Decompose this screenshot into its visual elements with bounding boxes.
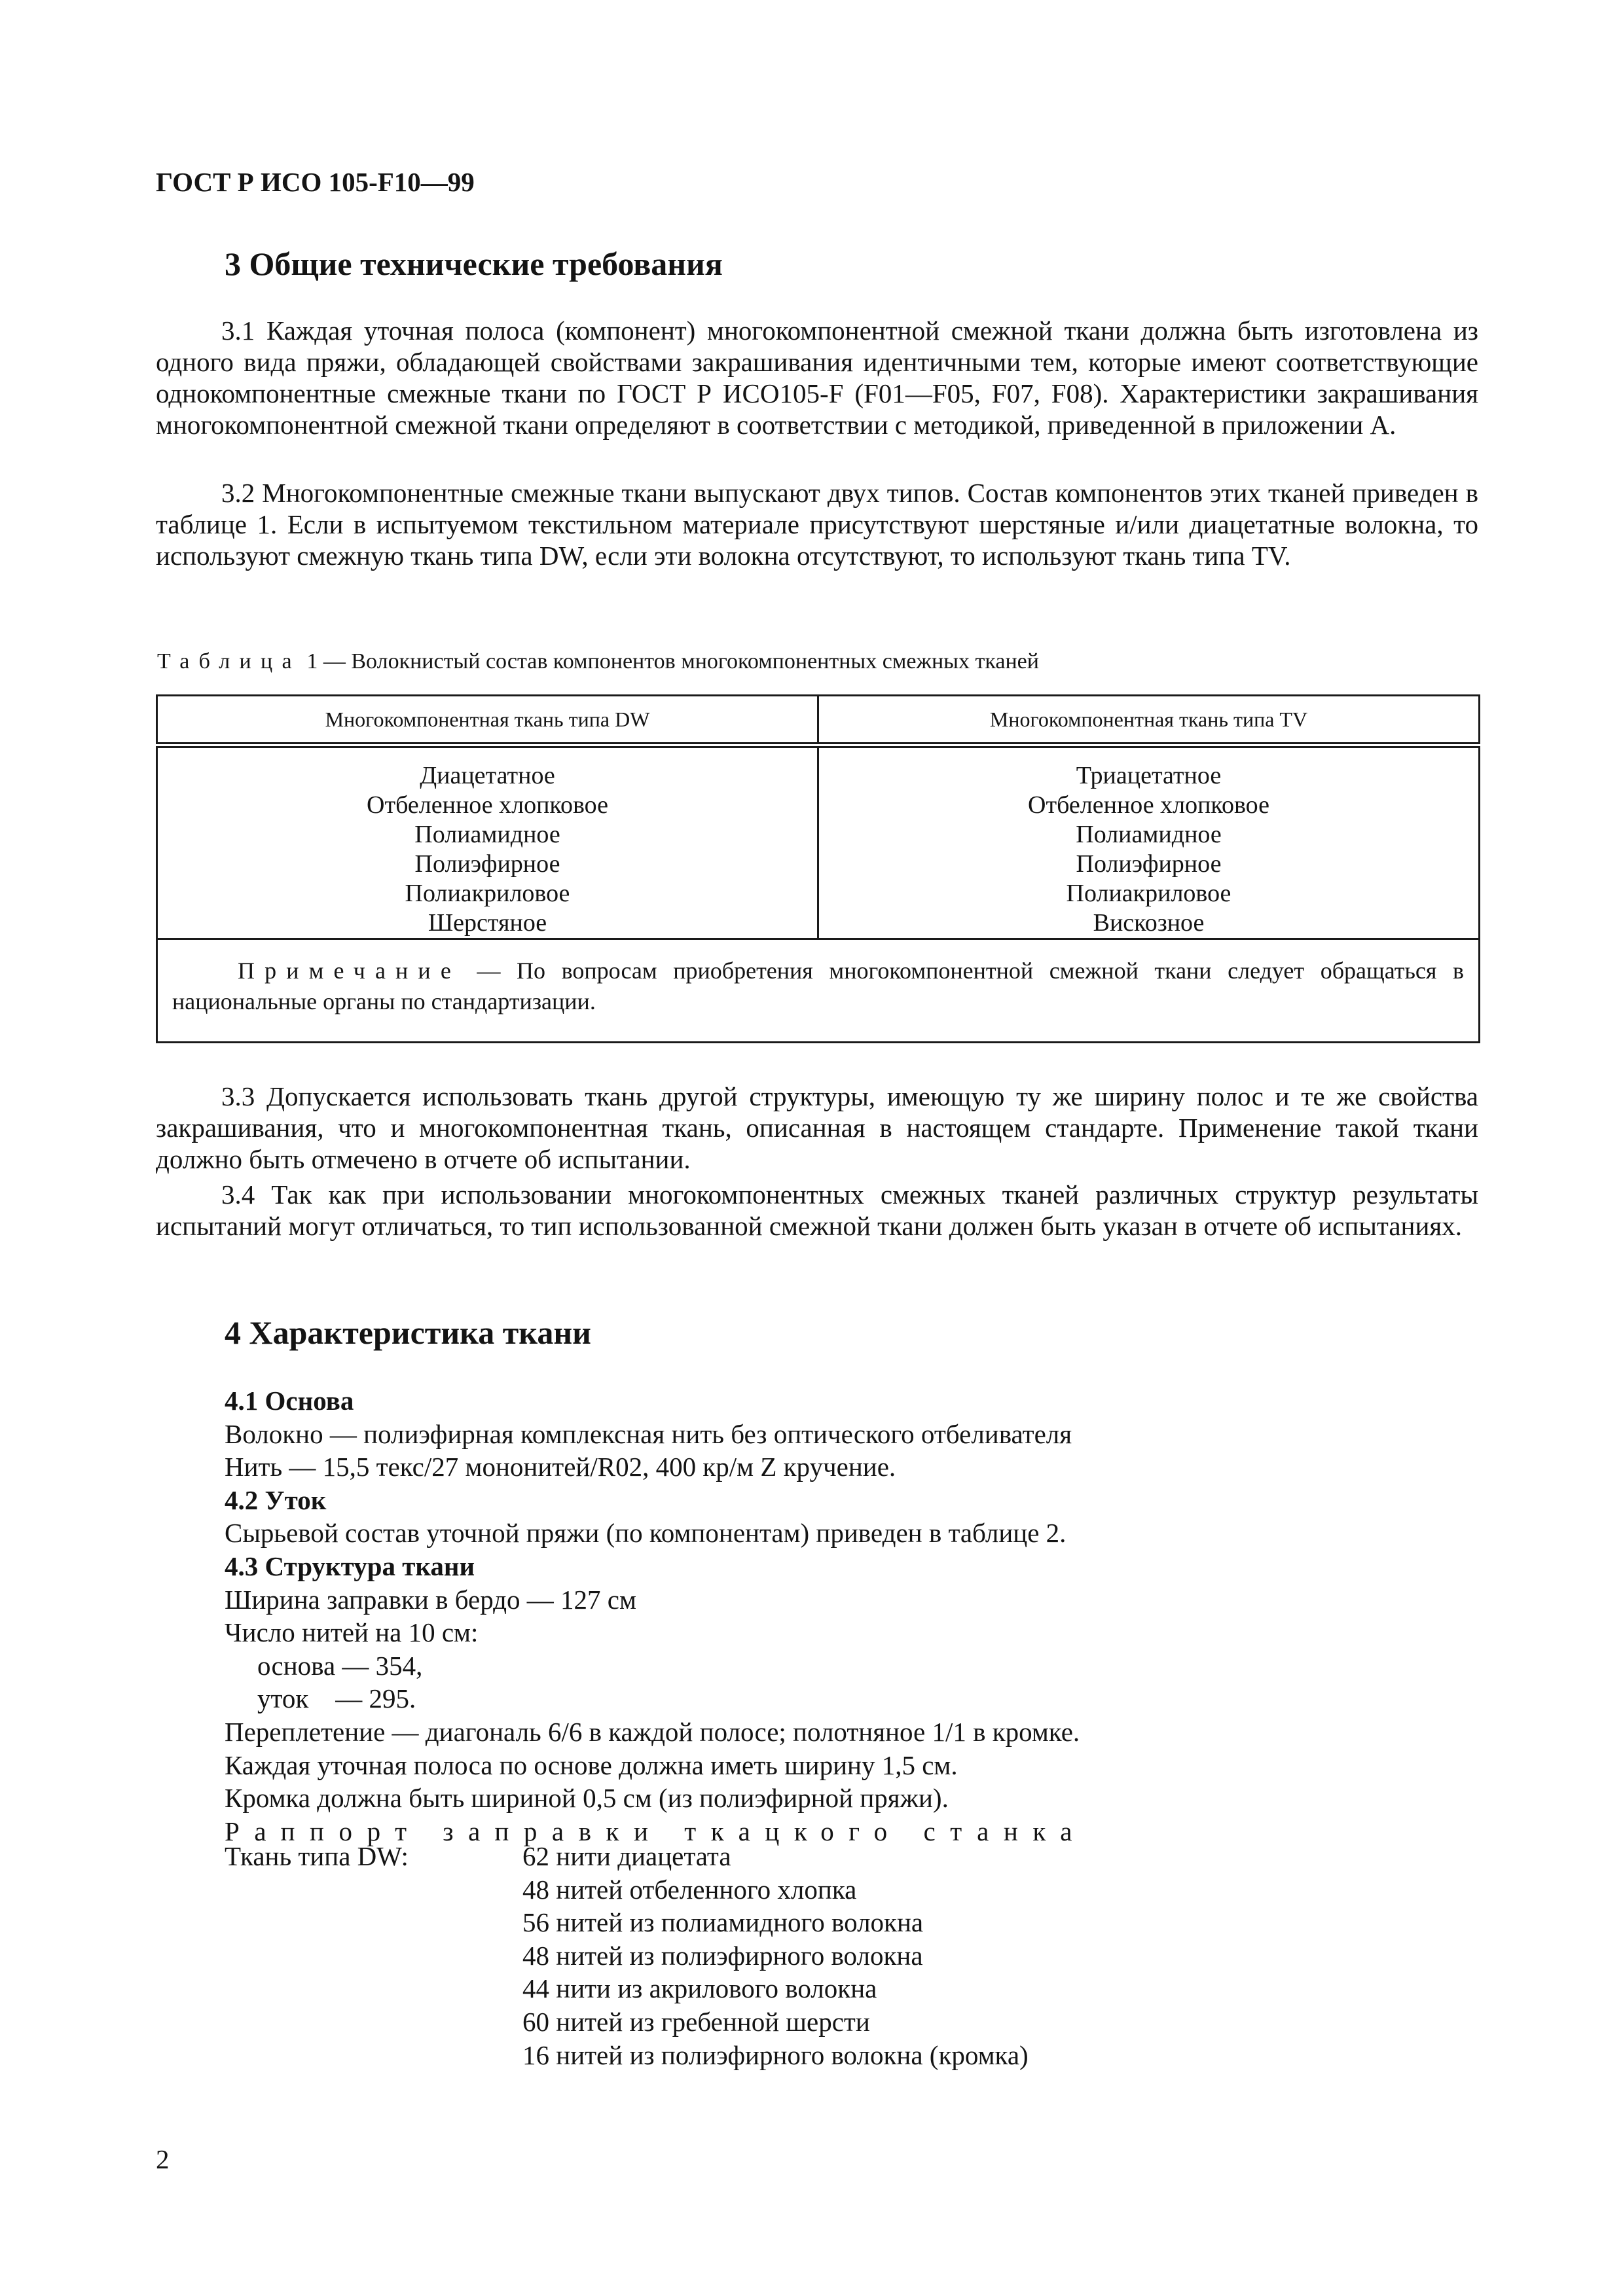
loom-item: 62 нити диацетата (522, 1841, 731, 1871)
selvage-line: Кромка должна быть шириной 0,5 см (из полиэфирной пряжи). (225, 1783, 949, 1814)
table-header-row (157, 696, 1480, 745)
table-1-fiber-composition (156, 694, 1480, 1043)
loom-repeat-title: Раппорт заправки ткацкого станка (225, 1816, 1087, 1846)
list-item: Полиакриловое (405, 880, 570, 907)
table-caption-text: 1 — Волокнистый состав компонентов многокомпонентных смежных тканей (306, 649, 1039, 673)
table-note (157, 939, 1480, 1043)
subsection-4-2-title: 4.2 Уток (225, 1484, 327, 1515)
list-item: Полиэфирное (1076, 850, 1222, 878)
column-tv (818, 745, 1480, 939)
list-item: Диацетатное (420, 762, 555, 789)
list-item: Триацетатное (1076, 762, 1222, 789)
loom-item: 16 нитей из полиэфирного волокна (кромка) (522, 2039, 1029, 2070)
list-item: Отбеленное хлопковое (367, 791, 608, 819)
reed-width-line: Ширина заправки в бердо — 127 см (225, 1584, 636, 1615)
paragraph-3-4: 3.4 Так как при использовании многокомпонентных смежных тканей различных структур результаты испытаний могут отличаться, то тип использованной смежной ткани должен быть указан в отчете об испытаниях. (156, 1179, 1478, 1241)
list-item: Вискозное (1093, 909, 1205, 937)
column-dw (157, 745, 818, 939)
header-tv: Многокомпонентная ткань типа TV (818, 696, 1480, 745)
note-text: — По вопросам приобретения многокомпонентной смежной ткани следует обращаться в национальные органы по стандартизации. (172, 958, 1464, 1014)
section-4-heading: 4 Характеристика ткани (225, 1314, 591, 1351)
warp-fiber-line: Волокно — полиэфирная комплексная нить без оптического отбеливателя (225, 1418, 1072, 1449)
header-dw: Многокомпонентная ткань типа DW (157, 696, 818, 745)
page-number: 2 (156, 2144, 170, 2174)
table-caption-label: Таблица (157, 649, 301, 673)
note-label: Примечание (238, 958, 461, 984)
section-3-heading: 3 Общие технические требования (225, 245, 723, 282)
subsection-4-1-title: 4.1 Основа (225, 1386, 354, 1416)
document-code-header: ГОСТ Р ИСО 105-F10—99 (156, 167, 475, 197)
list-item: Отбеленное хлопковое (1028, 791, 1269, 819)
loom-item: 48 нитей из полиэфирного волокна (522, 1940, 923, 1971)
table-note-row (157, 939, 1480, 1043)
warp-thread-line: Нить — 15,5 текс/27 мононитей/R02, 400 кр/м Z кручение. (225, 1452, 896, 1482)
loom-item: 44 нити из акрилового волокна (522, 1973, 877, 2004)
list-item: Полиамидное (1076, 821, 1222, 848)
list-item: Полиэфирное (414, 850, 560, 878)
paragraph-3-3: 3.3 Допускается использовать ткань другой структуры, имеющую ту же ширину полос и те же свойства закрашивания, что и многокомпонентная ткань, описанная в настоящем стандарте. Применение такой ткани должно быть отмечено в отчете об испытании. (156, 1081, 1478, 1174)
list-item: Шерстяное (428, 909, 547, 937)
list-item: Полиамидное (414, 821, 560, 848)
threads-count-line: Число нитей на 10 см: (225, 1617, 479, 1648)
loom-item: 60 нитей из гребенной шерсти (522, 2006, 870, 2037)
loom-item: 48 нитей отбеленного хлопка (522, 1874, 857, 1905)
loom-item: 56 нитей из полиамидного волокна (522, 1907, 924, 1938)
weft-composition-line: Сырьевой состав уточной пряжи (по компонентам) приведен в таблице 2. (225, 1518, 1067, 1549)
weave-line: Переплетение — диагональ 6/6 в каждой полосе; полотняное 1/1 в кромке. (225, 1716, 1080, 1747)
subsection-4-3-title: 4.3 Структура ткани (225, 1551, 475, 1581)
list-item: Полиакриловое (1066, 880, 1231, 907)
table-body-row (157, 745, 1480, 939)
section-4-body (225, 1384, 1087, 1848)
warp-count-line: основа — 354, (257, 1650, 423, 1681)
stripe-width-line: Каждая уточная полоса по основе должна иметь ширину 1,5 см. (225, 1749, 958, 1780)
weft-count-line: уток — 295. (257, 1683, 416, 1714)
loom-fabric-type-label: Ткань типа DW: (225, 1841, 409, 1871)
paragraph-3-2: 3.2 Многокомпонентные смежные ткани выпускают двух типов. Состав компонентов этих тканей приведен в таблице 1. Если в испытуемом текстильном материале присутствуют шерстяные и/или диацетатные волокна, то используют смежную ткань типа DW, если эти волокна отсутствуют, то используют ткань типа TV. (156, 478, 1478, 571)
paragraph-3-1: 3.1 Каждая уточная полоса (компонент) многокомпонентной смежной ткани должна быть изготовлена из одного вида пряжи, обладающей свойствами закрашивания идентичными тем, которые имеют соответствующие однокомпонентные смежные ткани по ГОСТ Р ИСО105-F (F01—F05, F07, F08). Характеристики закрашивания многокомпонентной смежной ткани определяют в соответствии с методикой, приведенной в приложении А. (156, 315, 1478, 440)
table-1-caption (157, 649, 1039, 674)
